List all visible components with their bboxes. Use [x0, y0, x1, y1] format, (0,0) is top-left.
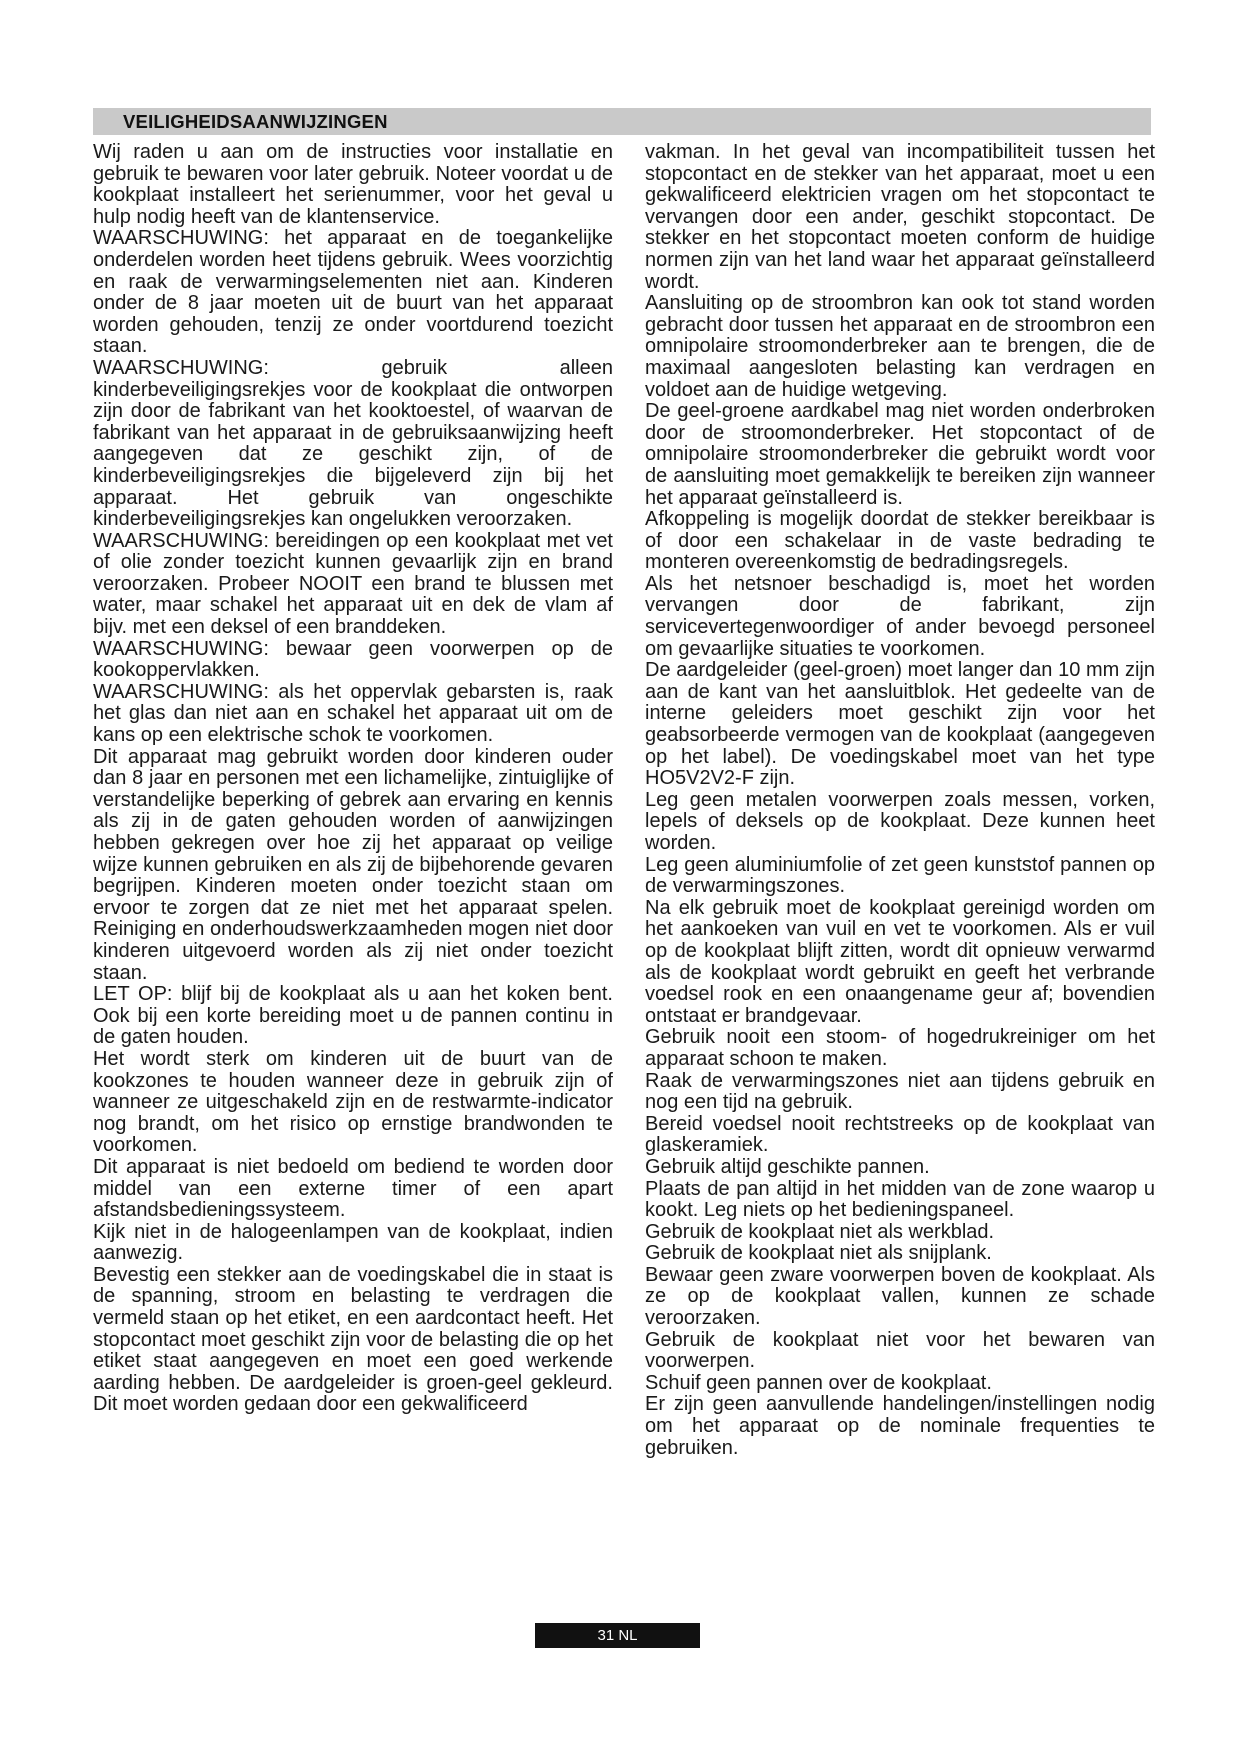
- right-column: [645, 142, 1155, 1459]
- left-column: [93, 142, 613, 1416]
- paragraph: Dit apparaat is niet bedoeld om bediend te worden door middel van een externe timer of een apart afstandsbedieningssysteem.: [93, 1155, 613, 1222]
- paragraph: WAARSCHUWING: het apparaat en de toegankelijke onderdelen worden heet tijdens gebruik. Wees voorzichtig en raak de verwarmingselementen niet aan. Kinderen onder de 8 jaar moeten uit de buurt van het apparaat worden gehouden, tenzij ze onder voortdurend toezicht staan.: [93, 227, 613, 358]
- page-number: 31 NL: [597, 1627, 638, 1644]
- paragraph: De aardgeleider (geel-groen) moet langer dan 10 mm zijn aan de kant van het aansluitblok. Het gedeelte van de interne geleiders moet geschikt zijn voor het geabsorbeerde vermogen van de kookplaat (aangegeven op het label). De voedingskabel moet van het type HO5V2V2-F zijn.: [645, 659, 1155, 790]
- paragraph: Dit apparaat mag gebruikt worden door kinderen ouder dan 8 jaar en personen met een lichamelijke, zintuiglijke of verstandelijke beperking of gebrek aan ervaring en kennis als zij in de gaten gehouden worden of aanwijzingen hebben gekregen over hoe zij het apparaat op veilige wijze kunnen gebruiken en als zij de bijbehorende gevaren begrijpen. Kinderen moeten onder toezicht staan om ervoor te zorgen dat ze niet met het apparaat spelen. Reiniging en onderhoudswerkzaamheden mogen niet door kinderen uitgevoerd worden als zij niet onder toezicht staan.: [93, 745, 613, 984]
- paragraph: Gebruik nooit een stoom- of hogedrukreiniger om het apparaat schoon te maken.: [645, 1026, 1155, 1070]
- paragraph: WAARSCHUWING: bereidingen op een kookplaat met vet of olie zonder toezicht kunnen gevaarlijk zijn en brand veroorzaken. Probeer NOOIT een brand te blussen met water, maar schakel het apparaat uit en dek de vlam af bijv. met een deksel of een branddeken.: [93, 529, 613, 639]
- paragraph: Bereid voedsel nooit rechtstreeks op de kookplaat van glaskeramiek.: [645, 1112, 1155, 1157]
- paragraph: WAARSCHUWING: als het oppervlak gebarsten is, raak het glas dan niet aan en schakel het apparaat uit om de kans op een elektrische schok te voorkomen.: [93, 680, 613, 747]
- paragraph: Afkoppeling is mogelijk doordat de stekker bereikbaar is of door een schakelaar in de vaste bedrading te monteren overeenkomstig de bedradingsregels.: [645, 508, 1155, 574]
- paragraph: Raak de verwarmingszones niet aan tijdens gebruik en nog een tijd na gebruik.: [645, 1069, 1155, 1114]
- paragraph: Leg geen metalen voorwerpen zoals messen, vorken, lepels of deksels op de kookplaat. Deze kunnen heet worden.: [645, 788, 1155, 854]
- paragraph: Gebruik de kookplaat niet voor het bewaren van voorwerpen.: [645, 1328, 1155, 1373]
- paragraph: Aansluiting op de stroombron kan ook tot stand worden gebracht door tussen het apparaat en de stroombron een omnipolaire stroomonderbreker aan te brengen, die de maximaal aangesloten belasting kan verdragen en voldoet aan de huidige wetgeving.: [645, 292, 1155, 401]
- paragraph: Na elk gebruik moet de kookplaat gereinigd worden om het aankoeken van vuil en vet te voorkomen. Als er vuil op de kookplaat blijft zitten, wordt dit opnieuw verwarmd als de kookplaat wordt gebruikt en geeft het verbrande voedsel rook en een onaangename geur af; bovendien ontstaat er brandgevaar.: [645, 896, 1155, 1027]
- paragraph: WAARSCHUWING: gebruik alleen kinderbeveiligingsrekjes voor de kookplaat die ontworpen zijn door de fabrikant van het kooktoestel, of waarvan de fabrikant van het apparaat in de gebruiksaanwijzing heeft aangegeven dat ze geschikt zijn, of de kinderbeveiligingsrekjes die bijgeleverd zijn bij het apparaat. Het gebruik van ongeschikte kinderbeveiligingsrekjes kan ongelukken veroorzaken.: [93, 356, 613, 531]
- paragraph: Gebruik de kookplaat niet als snijplank.: [645, 1242, 992, 1265]
- paragraph: Schuif geen pannen over de kookplaat.: [645, 1371, 992, 1394]
- paragraph: Gebruik altijd geschikte pannen.: [645, 1155, 930, 1178]
- paragraph: Kijk niet in de halogeenlampen van de kookplaat, indien aanwezig.: [93, 1220, 613, 1265]
- paragraph: Plaats de pan altijd in het midden van de zone waarop u kookt. Leg niets op het bedieningspaneel.: [645, 1177, 1155, 1222]
- section-title: VEILIGHEIDSAANWIJZINGEN: [123, 111, 388, 132]
- section-header-bar: [93, 108, 1151, 135]
- paragraph: Het wordt sterk om kinderen uit de buurt van de kookzones te houden wanneer deze in gebruik zijn of wanneer ze uitgeschakeld zijn en de restwarmte-indicator nog brandt, om het risico op ernstige brandwonden te voorkomen.: [93, 1047, 613, 1157]
- paragraph: Gebruik de kookplaat niet als werkblad.: [645, 1220, 995, 1243]
- paragraph: De geel-groene aardkabel mag niet worden onderbroken door de stroomonderbreker. Het stopcontact of de omnipolaire stroomonderbreker die gebruikt wordt voor de aansluiting moet gemakkelijk te bereiken zijn wanneer het apparaat geïnstalleerd is.: [645, 400, 1155, 509]
- paragraph: LET OP: blijf bij de kookplaat als u aan het koken bent. Ook bij een korte bereiding moet u de pannen continu in de gaten houden.: [93, 983, 613, 1049]
- paragraph: Als het netsnoer beschadigd is, moet het worden vervangen door de fabrikant, zijn servicevertegenwoordiger of ander bevoegd personeel om gevaarlijke situaties te voorkomen.: [645, 572, 1155, 660]
- paragraph: WAARSCHUWING: bewaar geen voorwerpen op de kookoppervlakken.: [93, 637, 613, 682]
- paragraph: Wij raden u aan om de instructies voor installatie en gebruik te bewaren voor later gebruik. Noteer voordat u de kookplaat installeert het serienummer, voor het geval u hulp nodig heeft van de klantenservice.: [93, 141, 613, 228]
- paragraph: vakman. In het geval van incompatibiliteit tussen het stopcontact en de stekker van het apparaat, moet u een gekwalificeerd elektricien vragen om het stopcontact te vervangen door een ander, geschikt stopcontact. De stekker en het stopcontact moeten conform de huidige normen zijn van het land waar het apparaat geïnstalleerd wordt.: [645, 141, 1155, 293]
- paragraph: Bevestig een stekker aan de voedingskabel die in staat is de spanning, stroom en belasting te verdragen die vermeld staan op het etiket, en een aardcontact heeft. Het stopcontact moet geschikt zijn voor de belasting die op het etiket staat aangegeven en moet een goed werkende aarding hebben. De aardgeleider is groen-geel gekleurd. Dit moet worden gedaan door een gekwalificeerd: [93, 1263, 613, 1416]
- paragraph: Leg geen aluminiumfolie of zet geen kunststof pannen op de verwarmingszones.: [645, 853, 1155, 898]
- paragraph: Er zijn geen aanvullende handelingen/instellingen nodig om het apparaat op de nominale frequenties te gebruiken.: [645, 1393, 1155, 1459]
- page-number-box: [535, 1623, 700, 1648]
- paragraph: Bewaar geen zware voorwerpen boven de kookplaat. Als ze op de kookplaat vallen, kunnen ze schade veroorzaken.: [645, 1263, 1155, 1330]
